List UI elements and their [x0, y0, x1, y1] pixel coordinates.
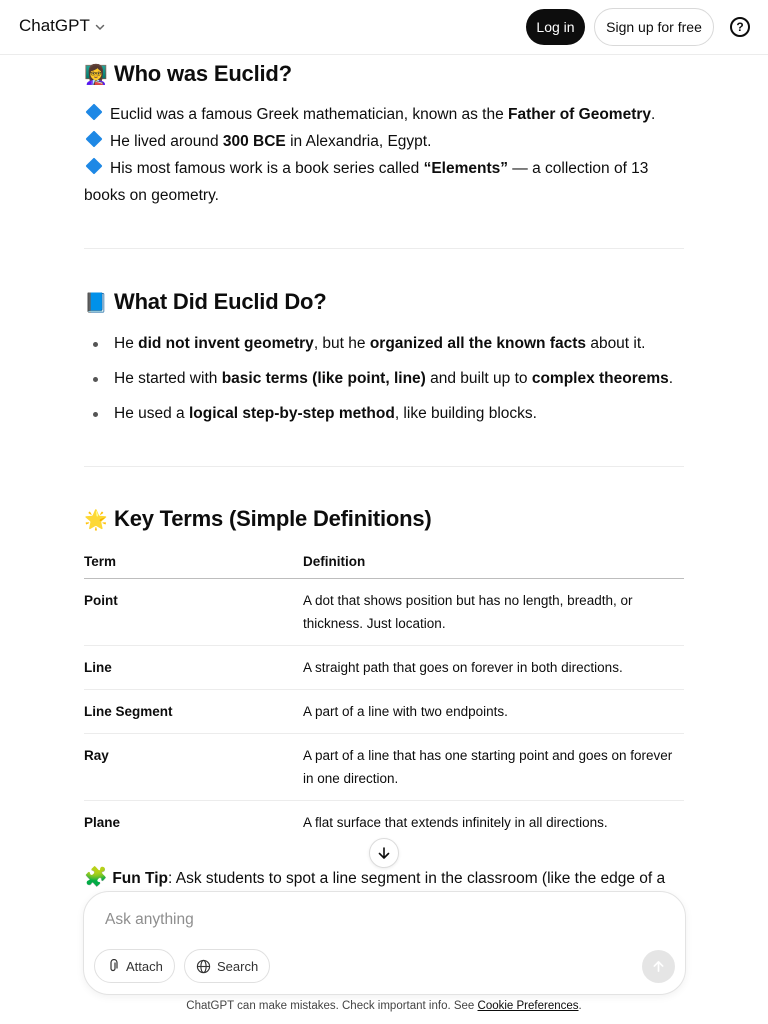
puzzle-piece-emoji-icon: 🧩	[84, 866, 108, 888]
signup-button[interactable]: Sign up for free	[594, 8, 714, 46]
brand-label: ChatGPT	[19, 16, 90, 35]
definition-cell: A dot that shows position but has no length, breadth, or thickness. Just location.	[303, 579, 684, 646]
table-row	[84, 646, 684, 690]
search-button[interactable]	[184, 949, 270, 983]
divider	[84, 466, 684, 467]
section-heading-euclid	[84, 61, 292, 87]
message-input[interactable]: Ask anything	[105, 911, 194, 928]
definition-cell: A straight path that goes on forever in both directions.	[303, 646, 684, 690]
list-item: He did not invent geometry, but he organized all the known facts about it.	[84, 330, 684, 357]
section-title: What Did Euclid Do?	[114, 289, 327, 314]
column-header-definition: Definition	[303, 554, 684, 579]
blue-diamond-icon	[86, 131, 103, 148]
term-cell: Plane	[84, 815, 121, 830]
table-row	[84, 579, 684, 646]
euclid-facts	[84, 101, 684, 209]
tip-text: : Ask students to spot a line segment in the classroom (like the edge of a	[168, 870, 666, 887]
cookie-preferences-link[interactable]: Cookie Preferences	[477, 1000, 579, 1012]
teacher-emoji-icon: 👩‍🏫	[84, 63, 108, 86]
list-item: He started with basic terms (like point, line) and built up to complex theorems.	[84, 365, 684, 392]
table-row	[84, 734, 684, 801]
login-button[interactable]: Log in	[526, 9, 585, 45]
section-heading-what-did	[84, 289, 327, 315]
fact-line: He lived around 300 BCE in Alexandria, Egypt.	[84, 128, 684, 155]
fact-line: Euclid was a famous Greek mathematician, known as the Father of Geometry.	[84, 101, 684, 128]
search-label: Search	[217, 958, 259, 974]
key-terms-table	[84, 554, 684, 844]
list-item: He used a logical step-by-step method, like building blocks.	[84, 400, 684, 427]
blue-diamond-icon	[86, 158, 103, 175]
top-bar	[0, 0, 768, 55]
tip-label: Fun Tip	[112, 870, 168, 887]
arrow-up-icon	[652, 960, 665, 973]
term-cell: Line Segment	[84, 690, 303, 734]
model-selector[interactable]	[19, 16, 106, 36]
fact-line: His most famous work is a book series called “Elements” — a collection of 13 books on geometry.	[84, 155, 684, 209]
glowing-star-emoji-icon: 🌟	[84, 508, 108, 531]
section-title: Key Terms (Simple Definitions)	[114, 506, 432, 531]
globe-icon	[196, 959, 211, 974]
paperclip-icon	[106, 959, 120, 973]
column-header-term: Term	[84, 554, 303, 579]
definition-cell: A part of a line that has one starting point and goes on forever in one direction.	[303, 734, 684, 801]
term-cell: Ray	[84, 734, 303, 801]
definition-cell: A part of a line with two endpoints.	[303, 690, 684, 734]
send-button[interactable]	[642, 950, 675, 983]
term-cell: Point	[84, 579, 303, 646]
divider	[84, 248, 684, 249]
fun-tip	[84, 864, 684, 892]
table-header-row	[84, 554, 684, 579]
help-icon[interactable]: ?	[730, 17, 750, 37]
message-composer[interactable]	[83, 891, 686, 995]
blue-book-emoji-icon: 📘	[84, 291, 108, 314]
term-cell: Line	[84, 646, 303, 690]
chevron-down-icon	[94, 21, 106, 33]
blue-diamond-icon	[86, 104, 103, 121]
attach-button[interactable]	[94, 949, 175, 983]
arrow-down-icon	[377, 846, 391, 860]
section-heading-key-terms	[84, 506, 432, 532]
disclaimer: ChatGPT can make mistakes. Check important info. See Cookie Preferences.	[186, 1000, 582, 1012]
definition-cell: A flat surface that extends infinitely in all directions.	[303, 815, 608, 830]
contributions-list	[84, 330, 684, 435]
table-row	[84, 690, 684, 734]
section-title: Who was Euclid?	[114, 61, 292, 86]
attach-label: Attach	[126, 958, 163, 974]
scroll-down-button[interactable]	[369, 838, 399, 868]
